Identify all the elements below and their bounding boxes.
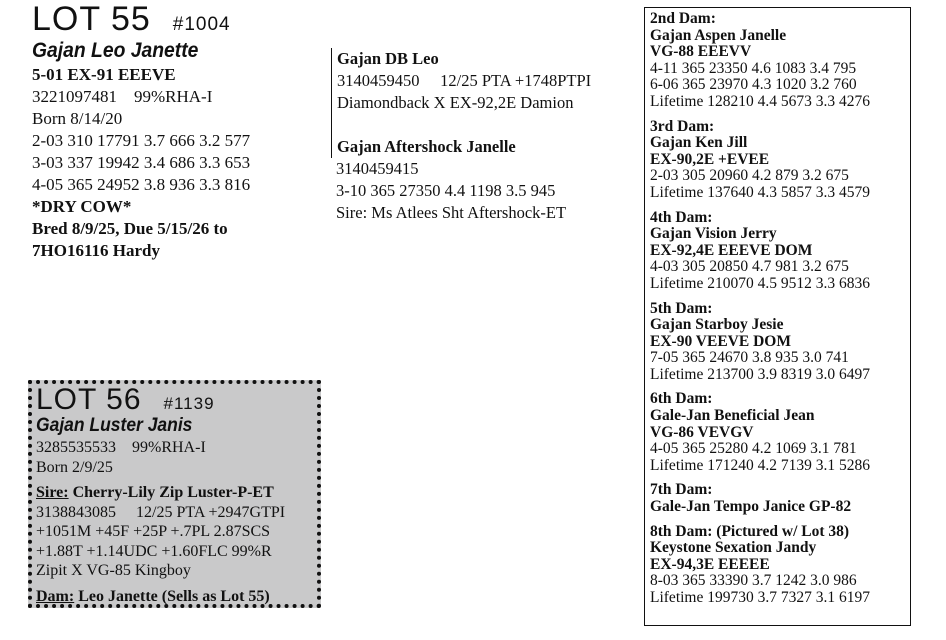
dam-name: Gajan Vision Jerry xyxy=(650,225,777,243)
registration: 3285535533 99%RHA-I xyxy=(36,439,206,456)
lot-56 xyxy=(28,380,321,608)
sire-line: Zipit X VG-85 Kingboy xyxy=(36,562,191,579)
dam-entry xyxy=(650,210,910,293)
dam-record: 4-03 305 20850 4.7 981 3.2 675 xyxy=(650,258,849,276)
record: 2-03 310 17791 3.7 666 3.2 577 xyxy=(32,131,251,150)
dam-title: 3rd Dam: xyxy=(650,117,715,135)
dam-name: Gajan Starboy Jesie xyxy=(650,316,784,334)
dam-entry xyxy=(650,482,910,515)
dam-record: 4-05 365 25280 4.2 1069 3.1 781 xyxy=(650,440,857,458)
dam-title: 5th Dam: xyxy=(650,299,713,317)
dam-entry xyxy=(650,119,910,202)
pedigree-divider xyxy=(331,114,591,136)
dam-entry xyxy=(650,391,910,474)
dam-title: 2nd Dam: xyxy=(650,10,716,27)
sire-line: Diamondback X EX-92,2E Damion xyxy=(337,93,574,112)
dam-name: Gajan Aftershock Janelle xyxy=(331,136,591,158)
record: 4-05 365 24952 3.8 936 3.3 816 xyxy=(32,175,251,194)
dam-classification: EX-94,3E EEEEE xyxy=(650,555,770,573)
dam-classification: VG-86 VEVGV xyxy=(650,423,754,441)
cow-name: Gajan Leo Janette xyxy=(32,39,199,62)
breeding-info: 7HO16116 Hardy xyxy=(32,241,160,260)
dam-title: 7th Dam: xyxy=(650,481,713,499)
dam-record: 2-03 305 20960 4.2 879 3.2 675 xyxy=(650,167,849,185)
dam-classification: EX-90,2E +EVEE xyxy=(650,150,770,168)
dam-record: Lifetime 210070 4.5 9512 3.3 6836 xyxy=(650,274,870,292)
dam-name: Gajan Aspen Janelle xyxy=(650,26,787,44)
lot-header xyxy=(32,0,250,36)
dam-entry xyxy=(650,524,910,607)
dam-title: 8th Dam: (Pictured w/ Lot 38) xyxy=(650,522,850,540)
cow-name: Gajan Luster Janis xyxy=(36,415,193,436)
dam-name: Gale-Jan Beneficial Jean xyxy=(650,407,815,425)
birth-date: Born 8/14/20 xyxy=(32,109,123,128)
dam-label: Dam: xyxy=(36,587,75,605)
sire-info xyxy=(331,48,591,114)
sire-line: 3140459450 12/25 PTA +1748PTPI xyxy=(337,71,592,90)
dam-record: Lifetime 213700 3.9 8319 3.0 6497 xyxy=(650,365,870,383)
dam-record: Lifetime 199730 3.7 7327 3.1 6197 xyxy=(650,589,870,606)
dam-classification: VG-88 EEEVV xyxy=(650,43,752,61)
birth-date: Born 2/9/25 xyxy=(36,458,113,476)
dam-record: 4-11 365 23350 4.6 1083 3.4 795 xyxy=(650,59,857,77)
dam-title: 6th Dam: xyxy=(650,390,713,408)
lot-number: LOT 55 xyxy=(32,0,151,38)
dam-name: Gajan Ken Jill xyxy=(650,134,748,152)
record: 3-03 337 19942 3.4 686 3.3 653 xyxy=(32,153,251,172)
lot-number: LOT 56 xyxy=(36,383,142,416)
sire-name: Gajan DB Leo xyxy=(337,49,439,68)
sire-heading xyxy=(36,483,317,503)
breeding-info: Bred 8/9/25, Due 5/15/26 to xyxy=(32,219,228,238)
dam-record: 8-03 365 33390 3.7 1242 3.0 986 xyxy=(650,572,857,590)
lot-55 xyxy=(32,0,250,262)
sire-line: +1.88T +1.14UDC +1.60FLC 99%R xyxy=(36,542,272,560)
sire-line: +1051M +45F +25P +.7PL 2.87SCS xyxy=(36,523,271,540)
dam-line: 3-10 365 27350 4.4 1198 3.5 945 xyxy=(336,181,556,200)
classification: 5-01 EX-91 EEEVE xyxy=(32,65,176,84)
dam-name: Keystone Sexation Jandy xyxy=(650,539,817,557)
lot-header xyxy=(36,384,317,414)
dam-pedigree-box xyxy=(644,7,911,626)
dam-record: 7-05 365 24670 3.8 935 3.0 741 xyxy=(650,349,849,367)
dam-line: 3140459415 xyxy=(336,159,419,178)
dam-entry xyxy=(650,301,910,384)
dam-record: Lifetime 171240 4.2 7139 3.1 5286 xyxy=(650,456,870,474)
lot-id: #1004 xyxy=(172,14,231,35)
dam-line: Sire: Ms Atlees Sht Aftershock-ET xyxy=(336,203,567,222)
dam-entry xyxy=(650,11,910,111)
sire-label: Sire: xyxy=(36,484,69,501)
dam-heading xyxy=(36,587,317,607)
dam-record: Lifetime 137640 4.3 5857 3.3 4579 xyxy=(650,183,870,201)
status: *DRY COW* xyxy=(32,197,132,216)
dam-record: Lifetime 128210 4.4 5673 3.3 4276 xyxy=(650,92,870,110)
pedigree xyxy=(331,48,591,224)
sire-name: Cherry-Lily Zip Luster-P-ET xyxy=(68,484,274,501)
lot-id: #1139 xyxy=(163,394,215,413)
dam-name: Leo Janette (Sells as Lot 55) xyxy=(74,587,270,605)
dam-name: Gale-Jan Tempo Janice GP-82 xyxy=(650,498,852,516)
dam-classification: EX-92,4E EEEVE DOM xyxy=(650,241,813,259)
sire-line: 3138843085 12/25 PTA +2947GTPI xyxy=(36,503,286,521)
dam-classification: EX-90 VEEVE DOM xyxy=(650,332,791,350)
dam-info xyxy=(331,136,591,224)
dam-title: 4th Dam: xyxy=(650,208,713,226)
registration: 3221097481 99%RHA-I xyxy=(32,87,213,106)
dam-record: 6-06 365 23970 4.3 1020 3.2 760 xyxy=(650,76,857,94)
